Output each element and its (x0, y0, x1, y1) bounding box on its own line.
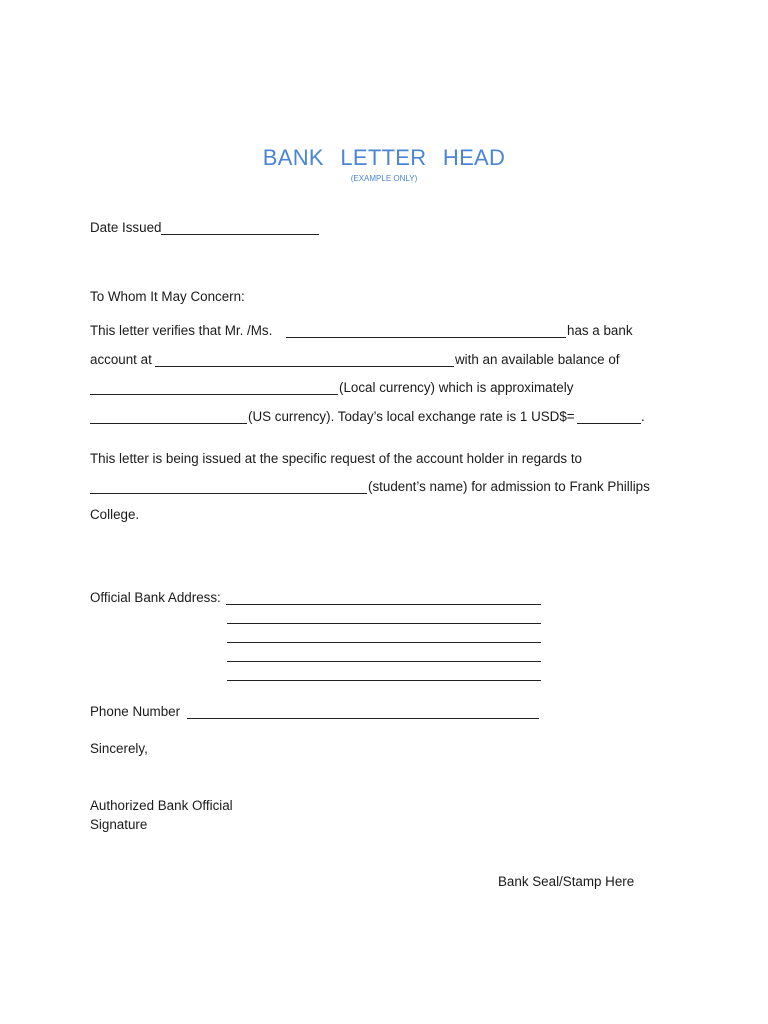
verification-line3-suffix: (Local currency) which is approximately (339, 380, 574, 395)
date-issued-label: Date Issued (90, 220, 162, 235)
bank-address-field-2[interactable] (227, 623, 541, 624)
verification-line1-prefix: This letter verifies that Mr. /Ms. (90, 323, 273, 338)
verification-line4-suffix: (US currency). Today’s local exchange rate is 1 USD$= (248, 409, 575, 424)
letterhead-subtitle: (EXAMPLE ONLY) (350, 174, 418, 183)
request-line2-suffix: (student’s name) for admission to Frank Phillips (368, 479, 650, 494)
student-name-field[interactable] (90, 493, 367, 494)
bank-address-field-5[interactable] (227, 680, 541, 681)
bank-address-field-1[interactable] (226, 604, 541, 605)
letterhead-title: BANK LETTER HEAD (262, 145, 506, 170)
verification-line2-prefix: account at (90, 352, 152, 367)
phone-number-field[interactable] (187, 718, 539, 719)
exchange-rate-field[interactable] (577, 423, 641, 424)
bank-name-field[interactable] (155, 366, 454, 367)
verification-line1-suffix: has a bank (567, 323, 633, 338)
bank-address-field-3[interactable] (227, 642, 541, 643)
request-line1: This letter is being issued at the specific request of the account holder in regards to (90, 451, 583, 466)
salutation: To Whom It May Concern: (90, 289, 245, 304)
date-issued-field[interactable] (161, 234, 319, 235)
verification-line4-end: . (641, 409, 645, 424)
closing-sincerely: Sincerely, (90, 741, 148, 756)
bank-address-field-4[interactable] (227, 661, 541, 662)
request-line3: College. (90, 507, 140, 522)
account-holder-name-field[interactable] (286, 337, 566, 338)
local-balance-field[interactable] (90, 394, 338, 395)
authorized-official-label: Authorized Bank Official (90, 798, 233, 813)
signature-label: Signature (90, 817, 148, 832)
phone-number-label: Phone Number (90, 704, 181, 719)
bank-address-label: Official Bank Address: (90, 590, 221, 605)
verification-line2-suffix: with an available balance of (455, 352, 620, 367)
us-balance-field[interactable] (90, 423, 247, 424)
bank-seal-label: Bank Seal/Stamp Here (498, 874, 635, 889)
